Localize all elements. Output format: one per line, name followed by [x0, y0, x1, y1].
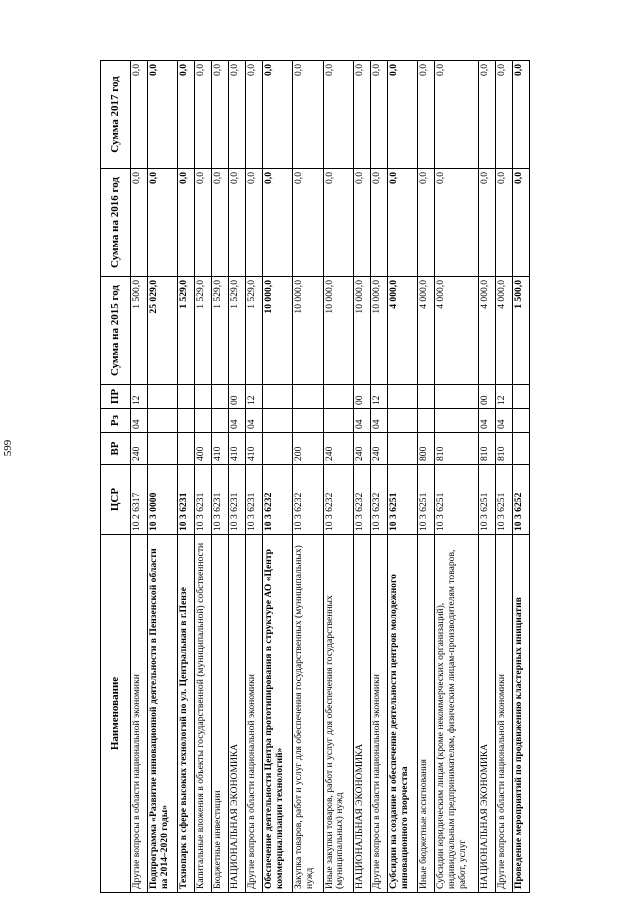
cell-csr: 10 3 6232: [323, 465, 353, 535]
table-row: [195, 61, 212, 893]
cell-rz: 04: [371, 409, 388, 433]
cell-s2017: 0,0: [195, 61, 212, 169]
table-row: [418, 61, 435, 893]
table-row: [512, 61, 529, 893]
header-sum-2017: Сумма 2017 год: [101, 61, 131, 169]
cell-csr: 10 3 6232: [354, 465, 371, 535]
cell-pr: 12: [495, 385, 512, 409]
table-row: [323, 61, 353, 893]
cell-s2015: 10 000,0: [371, 277, 388, 385]
cell-s2016: 0,0: [478, 169, 495, 277]
cell-s2017: 0,0: [371, 61, 388, 169]
cell-s2017: 0,0: [293, 61, 323, 169]
cell-vr: 810: [435, 433, 479, 465]
page-number: [2, 428, 14, 468]
cell-s2017: 0,0: [246, 61, 263, 169]
header-csr: ЦСР: [101, 465, 131, 535]
cell-s2016: 0,0: [263, 169, 293, 277]
cell-csr: 10 3 6251: [495, 465, 512, 535]
cell-s2017: 0,0: [323, 61, 353, 169]
cell-vr: 410: [229, 433, 246, 465]
cell-pr: [147, 385, 177, 409]
cell-s2017: 0,0: [478, 61, 495, 169]
cell-s2015: 1 529,0: [229, 277, 246, 385]
cell-vr: 240: [131, 433, 148, 465]
cell-s2015: 1 529,0: [212, 277, 229, 385]
cell-s2017: 0,0: [354, 61, 371, 169]
cell-name: Другие вопросы в области национальной экономики: [246, 535, 263, 893]
cell-name: Иные бюджетные ассигнования: [418, 535, 435, 893]
cell-vr: [263, 433, 293, 465]
cell-s2016: 0,0: [229, 169, 246, 277]
cell-pr: 12: [371, 385, 388, 409]
cell-vr: 810: [495, 433, 512, 465]
cell-s2016: 0,0: [388, 169, 418, 277]
cell-pr: [178, 385, 195, 409]
cell-vr: 410: [246, 433, 263, 465]
cell-rz: 04: [229, 409, 246, 433]
cell-s2017: 0,0: [212, 61, 229, 169]
table-row: [495, 61, 512, 893]
cell-pr: 00: [229, 385, 246, 409]
table-header-row: [101, 61, 131, 893]
table-row: [263, 61, 293, 893]
cell-s2015: 10 000,0: [263, 277, 293, 385]
cell-s2016: 0,0: [354, 169, 371, 277]
table-row: [388, 61, 418, 893]
cell-name: Другие вопросы в области национальной экономики: [131, 535, 148, 893]
cell-s2015: 1 529,0: [195, 277, 212, 385]
cell-csr: 10 3 6231: [195, 465, 212, 535]
cell-vr: [147, 433, 177, 465]
cell-s2016: 0,0: [293, 169, 323, 277]
cell-csr: 10 3 6251: [478, 465, 495, 535]
cell-s2015: 4 000,0: [388, 277, 418, 385]
cell-pr: 00: [478, 385, 495, 409]
cell-s2016: 0,0: [371, 169, 388, 277]
table-row: [212, 61, 229, 893]
cell-csr: 10 3 6231: [212, 465, 229, 535]
header-rz: Рз: [101, 409, 131, 433]
cell-s2016: 0,0: [435, 169, 479, 277]
cell-name: Другие вопросы в области национальной экономики: [495, 535, 512, 893]
cell-vr: 200: [293, 433, 323, 465]
cell-name: Подпрограмма «Развитие инновационной деятельности в Пензенской области на 2014–2020 годы»: [147, 535, 177, 893]
cell-vr: [178, 433, 195, 465]
header-sum-2015: Сумма на 2015 год: [101, 277, 131, 385]
cell-csr: 10 3 6232: [293, 465, 323, 535]
cell-s2015: 4 000,0: [495, 277, 512, 385]
cell-csr: 10 3 6251: [418, 465, 435, 535]
cell-rz: [195, 409, 212, 433]
table-row: [178, 61, 195, 893]
cell-pr: [512, 385, 529, 409]
cell-rz: [147, 409, 177, 433]
cell-rz: 04: [478, 409, 495, 433]
cell-name: НАЦИОНАЛЬНАЯ ЭКОНОМИКА: [478, 535, 495, 893]
cell-s2015: 25 029,0: [147, 277, 177, 385]
cell-s2016: 0,0: [246, 169, 263, 277]
cell-name: Технопарк в сфере высоких технологий по ул. Центральная в г.Пензе: [178, 535, 195, 893]
cell-name: НАЦИОНАЛЬНАЯ ЭКОНОМИКА: [354, 535, 371, 893]
cell-s2016: 0,0: [195, 169, 212, 277]
cell-name: НАЦИОНАЛЬНАЯ ЭКОНОМИКА: [229, 535, 246, 893]
cell-name: Бюджетные инвестиции: [212, 535, 229, 893]
header-pr: ПР: [101, 385, 131, 409]
cell-s2016: 0,0: [178, 169, 195, 277]
cell-rz: 04: [246, 409, 263, 433]
cell-rz: [435, 409, 479, 433]
cell-vr: 400: [195, 433, 212, 465]
cell-s2017: 0,0: [435, 61, 479, 169]
cell-s2017: 0,0: [178, 61, 195, 169]
cell-pr: [435, 385, 479, 409]
cell-rz: [418, 409, 435, 433]
cell-s2015: 10 000,0: [323, 277, 353, 385]
cell-rz: [178, 409, 195, 433]
header-name: Наименование: [101, 535, 131, 893]
cell-s2017: 0,0: [495, 61, 512, 169]
cell-vr: [512, 433, 529, 465]
table-row: [246, 61, 263, 893]
cell-name: Капитальные вложения в объекты государственной (муниципальной) собственности: [195, 535, 212, 893]
cell-pr: [388, 385, 418, 409]
cell-rz: 04: [131, 409, 148, 433]
cell-rz: [263, 409, 293, 433]
cell-name: Закупка товаров, работ и услуг для обеспечения государственных (муниципальных) нужд: [293, 535, 323, 893]
cell-s2016: 0,0: [323, 169, 353, 277]
cell-s2017: 0,0: [263, 61, 293, 169]
cell-s2017: 0,0: [512, 61, 529, 169]
cell-csr: 10 2 6317: [131, 465, 148, 535]
header-vr: ВР: [101, 433, 131, 465]
cell-csr: 10 3 0000: [147, 465, 177, 535]
cell-pr: 12: [246, 385, 263, 409]
cell-pr: [323, 385, 353, 409]
cell-vr: 800: [418, 433, 435, 465]
cell-s2015: 1 500,0: [512, 277, 529, 385]
cell-s2015: 1 529,0: [246, 277, 263, 385]
cell-rz: 04: [354, 409, 371, 433]
cell-rz: [323, 409, 353, 433]
cell-vr: 410: [212, 433, 229, 465]
cell-s2017: 0,0: [388, 61, 418, 169]
cell-s2016: 0,0: [147, 169, 177, 277]
header-sum-2016: Сумма на 2016 год: [101, 169, 131, 277]
table-row: [131, 61, 148, 893]
cell-csr: 10 3 6231: [178, 465, 195, 535]
cell-s2016: 0,0: [212, 169, 229, 277]
table-row: [293, 61, 323, 893]
cell-pr: 12: [131, 385, 148, 409]
cell-rz: [388, 409, 418, 433]
cell-s2017: 0,0: [229, 61, 246, 169]
table-row: [354, 61, 371, 893]
cell-vr: 240: [354, 433, 371, 465]
cell-vr: 240: [323, 433, 353, 465]
table-row: [435, 61, 479, 893]
cell-pr: 00: [354, 385, 371, 409]
cell-vr: 240: [371, 433, 388, 465]
cell-csr: 10 3 6232: [371, 465, 388, 535]
cell-s2017: 0,0: [147, 61, 177, 169]
cell-pr: [293, 385, 323, 409]
cell-s2015: 1 529,0: [178, 277, 195, 385]
table-body: [131, 61, 530, 893]
cell-rz: [293, 409, 323, 433]
cell-name: Иные закупки товаров, работ и услуг для обеспечения государственных (муниципальных) нужд: [323, 535, 353, 893]
cell-s2016: 0,0: [512, 169, 529, 277]
cell-rz: 04: [495, 409, 512, 433]
budget-table: [100, 60, 530, 893]
cell-s2016: 0,0: [131, 169, 148, 277]
rotated-table-container: [100, 61, 530, 893]
cell-name: Обеспечение деятельности Центра прототипирования в структуре АО «Центр коммерциализации технологий»: [263, 535, 293, 893]
cell-name: Другие вопросы в области национальной экономики: [371, 535, 388, 893]
cell-vr: [388, 433, 418, 465]
cell-s2015: 1 500,0: [131, 277, 148, 385]
cell-s2015: 4 000,0: [478, 277, 495, 385]
cell-csr: 10 3 6251: [388, 465, 418, 535]
cell-csr: 10 3 6232: [263, 465, 293, 535]
page-number-text: 599: [2, 439, 14, 457]
cell-rz: [512, 409, 529, 433]
cell-pr: [212, 385, 229, 409]
cell-s2015: 10 000,0: [354, 277, 371, 385]
table-row: [147, 61, 177, 893]
cell-rz: [212, 409, 229, 433]
table-row: [371, 61, 388, 893]
cell-pr: [195, 385, 212, 409]
cell-s2015: 4 000,0: [418, 277, 435, 385]
table-row: [229, 61, 246, 893]
cell-s2017: 0,0: [131, 61, 148, 169]
cell-s2015: 10 000,0: [293, 277, 323, 385]
table-row: [478, 61, 495, 893]
cell-name: Проведение мероприятий по продвижению кластерных инициатив: [512, 535, 529, 893]
cell-csr: 10 3 6231: [246, 465, 263, 535]
cell-csr: 10 3 6251: [435, 465, 479, 535]
cell-csr: 10 3 6231: [229, 465, 246, 535]
cell-s2017: 0,0: [418, 61, 435, 169]
cell-s2016: 0,0: [418, 169, 435, 277]
cell-name: Субсидии на создание и обеспечение деятельности центров молодежного инновационного творчества: [388, 535, 418, 893]
cell-name: Субсидии юридическим лицам (кроме некоммерческих организаций), индивидуальным предпринимателям, физическим лицам-производителям товаров, работ, услуг: [435, 535, 479, 893]
cell-pr: [263, 385, 293, 409]
cell-pr: [418, 385, 435, 409]
cell-csr: 10 3 6252: [512, 465, 529, 535]
cell-vr: 810: [478, 433, 495, 465]
cell-s2016: 0,0: [495, 169, 512, 277]
cell-s2015: 4 000,0: [435, 277, 479, 385]
